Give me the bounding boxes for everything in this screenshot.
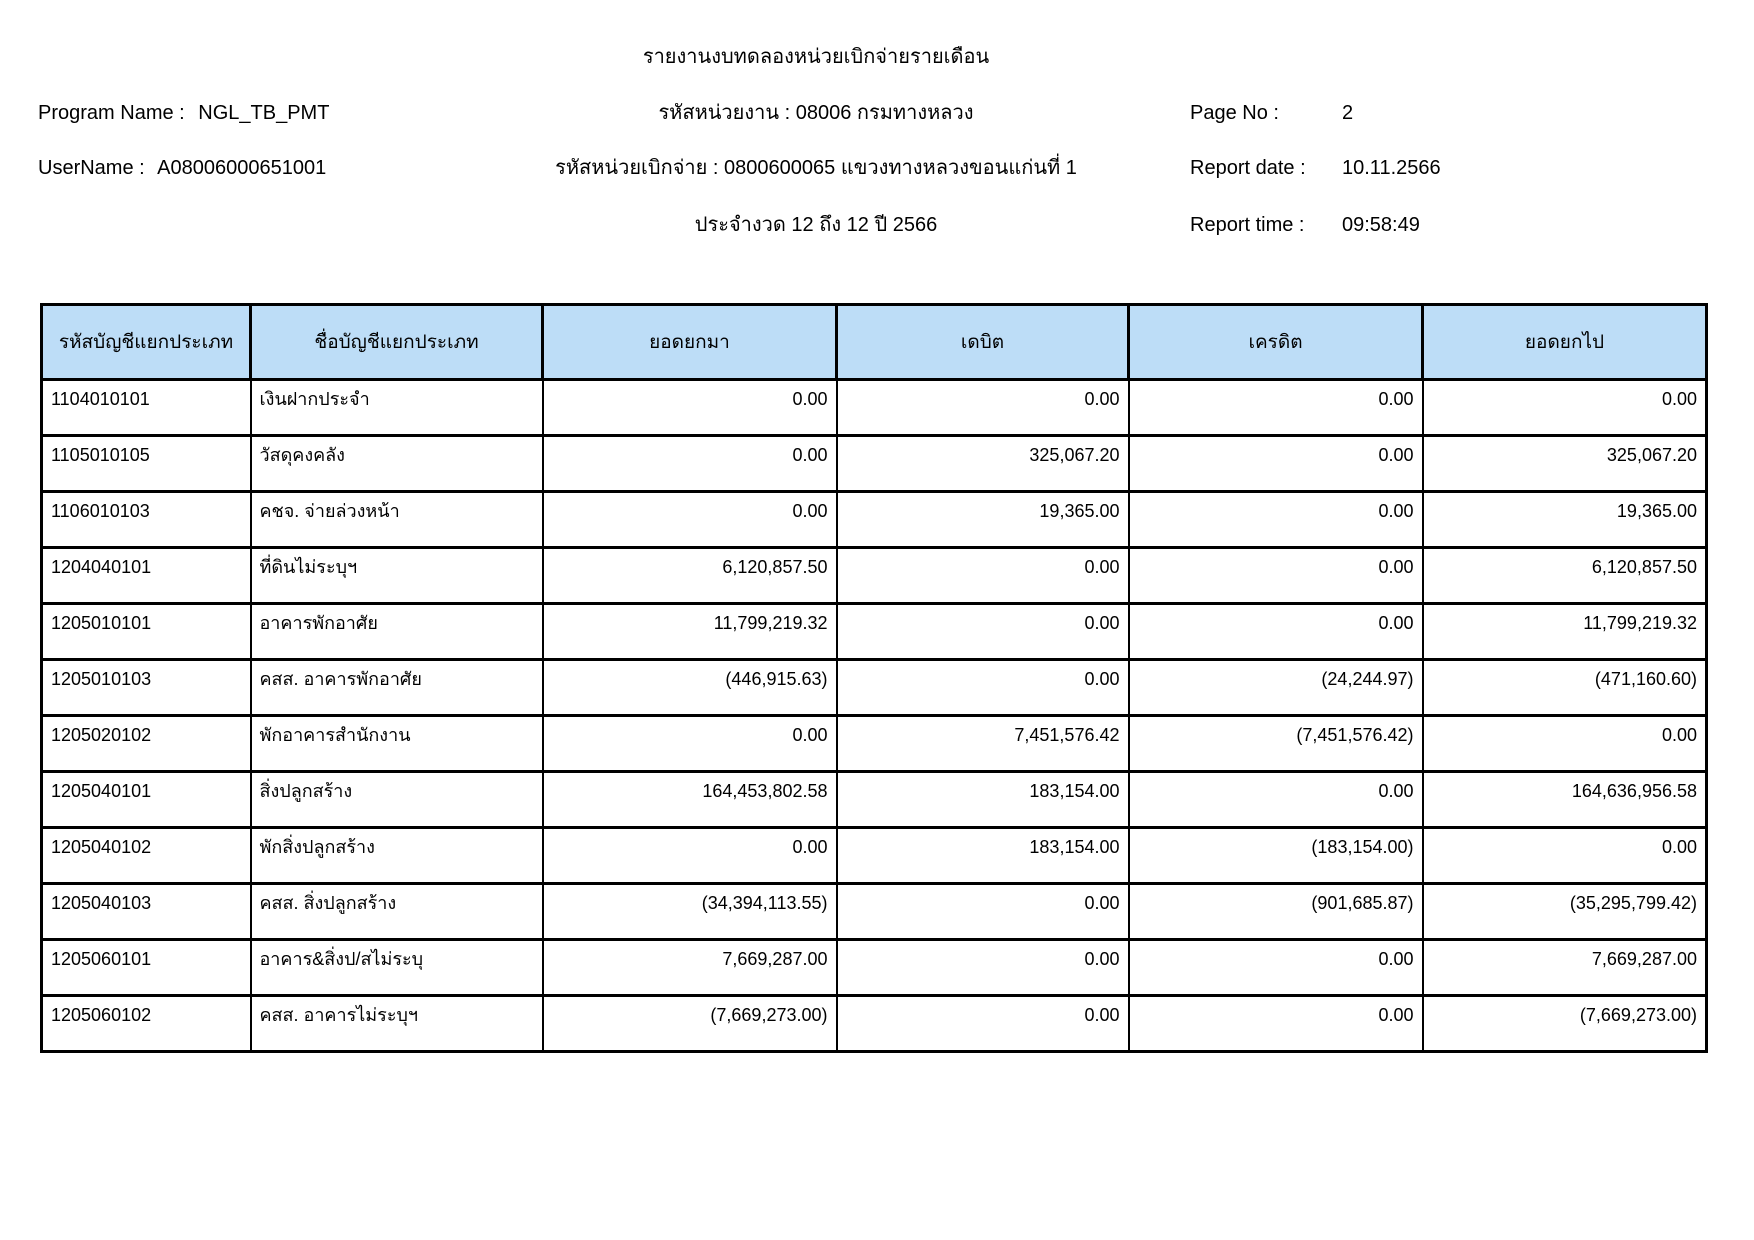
account-code-cell: 1205010101 (42, 604, 251, 660)
begin-balance-cell: (446,915.63) (543, 660, 837, 716)
end-balance-cell: 0.00 (1423, 380, 1707, 436)
account-code-cell: 1205040103 (42, 884, 251, 940)
page-no-value: 2 (1342, 102, 1354, 124)
debit-cell: 183,154.00 (837, 828, 1129, 884)
credit-cell: 0.00 (1129, 548, 1423, 604)
begin-balance-cell: 6,120,857.50 (543, 548, 837, 604)
user-name-line (38, 154, 326, 182)
begin-balance-cell: 0.00 (543, 380, 837, 436)
begin-balance-cell: 0.00 (543, 716, 837, 772)
table-row (42, 996, 1707, 1052)
table-row (42, 828, 1707, 884)
end-balance-cell: (35,295,799.42) (1423, 884, 1707, 940)
end-balance-cell: 0.00 (1423, 828, 1707, 884)
debit-cell: 19,365.00 (837, 492, 1129, 548)
debit-cell: 0.00 (837, 604, 1129, 660)
debit-cell: 0.00 (837, 548, 1129, 604)
debit-cell: 0.00 (837, 660, 1129, 716)
end-balance-cell: 325,067.20 (1423, 436, 1707, 492)
begin-balance-cell: (34,394,113.55) (543, 884, 837, 940)
account-name-cell: สิ่งปลูกสร้าง (251, 772, 543, 828)
end-balance-cell: 19,365.00 (1423, 492, 1707, 548)
account-name-cell: อาคารพักอาศัย (251, 604, 543, 660)
report-time-label: Report time : (1190, 214, 1305, 236)
table-row (42, 884, 1707, 940)
col-header-account-code: รหัสบัญชีแยกประเภท (42, 305, 251, 380)
begin-balance-cell: 7,669,287.00 (543, 940, 837, 996)
table-row (42, 548, 1707, 604)
table-row (42, 436, 1707, 492)
table-row (42, 716, 1707, 772)
account-name-cell: เงินฝากประจำ (251, 380, 543, 436)
table-row (42, 492, 1707, 548)
table-row (42, 380, 1707, 436)
end-balance-cell: (7,669,273.00) (1423, 996, 1707, 1052)
report-date-label: Report date : (1190, 157, 1306, 179)
account-name-cell: อาคาร&สิ่งป/สไม่ระบุ (251, 940, 543, 996)
table-header-row (42, 305, 1707, 380)
begin-balance-cell: 0.00 (543, 828, 837, 884)
account-name-cell: ที่ดินไม่ระบุฯ (251, 548, 543, 604)
program-name-line (38, 99, 329, 127)
table-row (42, 772, 1707, 828)
account-code-cell: 1205040102 (42, 828, 251, 884)
col-header-end-balance: ยอดยกไป (1423, 305, 1707, 380)
account-code-cell: 1106010103 (42, 492, 251, 548)
account-name-cell: พักอาคารสำนักงาน (251, 716, 543, 772)
begin-balance-cell: (7,669,273.00) (543, 996, 837, 1052)
credit-cell: 0.00 (1129, 940, 1423, 996)
table-row (42, 604, 1707, 660)
account-code-cell: 1205020102 (42, 716, 251, 772)
credit-cell: 0.00 (1129, 772, 1423, 828)
page-no-label: Page No : (1190, 102, 1279, 124)
debit-cell: 183,154.00 (837, 772, 1129, 828)
debit-cell: 0.00 (837, 884, 1129, 940)
begin-balance-cell: 0.00 (543, 492, 837, 548)
agency-code-line: รหัสหน่วยงาน : 08006 กรมทางหลวง (658, 102, 974, 124)
debit-cell: 0.00 (837, 380, 1129, 436)
credit-cell: 0.00 (1129, 380, 1423, 436)
table-row (42, 660, 1707, 716)
account-name-cell: คชจ. จ่ายล่วงหน้า (251, 492, 543, 548)
end-balance-cell: 11,799,219.32 (1423, 604, 1707, 660)
end-balance-cell: 164,636,956.58 (1423, 772, 1707, 828)
debit-cell: 7,451,576.42 (837, 716, 1129, 772)
debit-cell: 325,067.20 (837, 436, 1129, 492)
report-title: รายงานงบทดลองหน่วยเบิกจ่ายรายเดือน (642, 46, 990, 68)
account-code-cell: 1205060102 (42, 996, 251, 1052)
account-code-cell: 1205040101 (42, 772, 251, 828)
account-name-cell: คสส. อาคารไม่ระบุฯ (251, 996, 543, 1052)
debit-cell: 0.00 (837, 940, 1129, 996)
program-name-value: NGL_TB_PMT (198, 102, 330, 124)
account-table-body (42, 380, 1707, 1052)
trial-balance-table (40, 303, 1708, 1053)
credit-cell: (24,244.97) (1129, 660, 1423, 716)
credit-cell: 0.00 (1129, 996, 1423, 1052)
credit-cell: (183,154.00) (1129, 828, 1423, 884)
account-code-cell: 1205060101 (42, 940, 251, 996)
user-name-label: UserName : (38, 157, 145, 179)
col-header-debit: เดบิต (837, 305, 1129, 380)
credit-cell: 0.00 (1129, 604, 1423, 660)
program-name-label: Program Name : (38, 102, 185, 124)
begin-balance-cell: 164,453,802.58 (543, 772, 837, 828)
account-name-cell: วัสดุคงคลัง (251, 436, 543, 492)
report-time-value: 09:58:49 (1342, 214, 1420, 236)
end-balance-cell: (471,160.60) (1423, 660, 1707, 716)
account-code-cell: 1104010101 (42, 380, 251, 436)
col-header-account-name: ชื่อบัญชีแยกประเภท (251, 305, 543, 380)
begin-balance-cell: 11,799,219.32 (543, 604, 837, 660)
account-code-cell: 1205010103 (42, 660, 251, 716)
col-header-begin-balance: ยอดยกมา (543, 305, 837, 380)
user-name-value: A08006000651001 (157, 157, 327, 179)
credit-cell: (7,451,576.42) (1129, 716, 1423, 772)
account-name-cell: คสส. อาคารพักอาศัย (251, 660, 543, 716)
disburse-unit-line: รหัสหน่วยเบิกจ่าย : 0800600065 แขวงทางหลวงขอนแก่นที่ 1 (555, 157, 1077, 179)
end-balance-cell: 6,120,857.50 (1423, 548, 1707, 604)
col-header-credit: เครดิต (1129, 305, 1423, 380)
debit-cell: 0.00 (837, 996, 1129, 1052)
credit-cell: 0.00 (1129, 492, 1423, 548)
account-code-cell: 1105010105 (42, 436, 251, 492)
account-name-cell: พักสิ่งปลูกสร้าง (251, 828, 543, 884)
account-code-cell: 1204040101 (42, 548, 251, 604)
account-name-cell: คสส. สิ่งปลูกสร้าง (251, 884, 543, 940)
period-line: ประจำงวด 12 ถึง 12 ปี 2566 (694, 214, 938, 236)
end-balance-cell: 0.00 (1423, 716, 1707, 772)
credit-cell: (901,685.87) (1129, 884, 1423, 940)
table-row (42, 940, 1707, 996)
end-balance-cell: 7,669,287.00 (1423, 940, 1707, 996)
credit-cell: 0.00 (1129, 436, 1423, 492)
report-date-value: 10.11.2566 (1342, 157, 1441, 179)
begin-balance-cell: 0.00 (543, 436, 837, 492)
